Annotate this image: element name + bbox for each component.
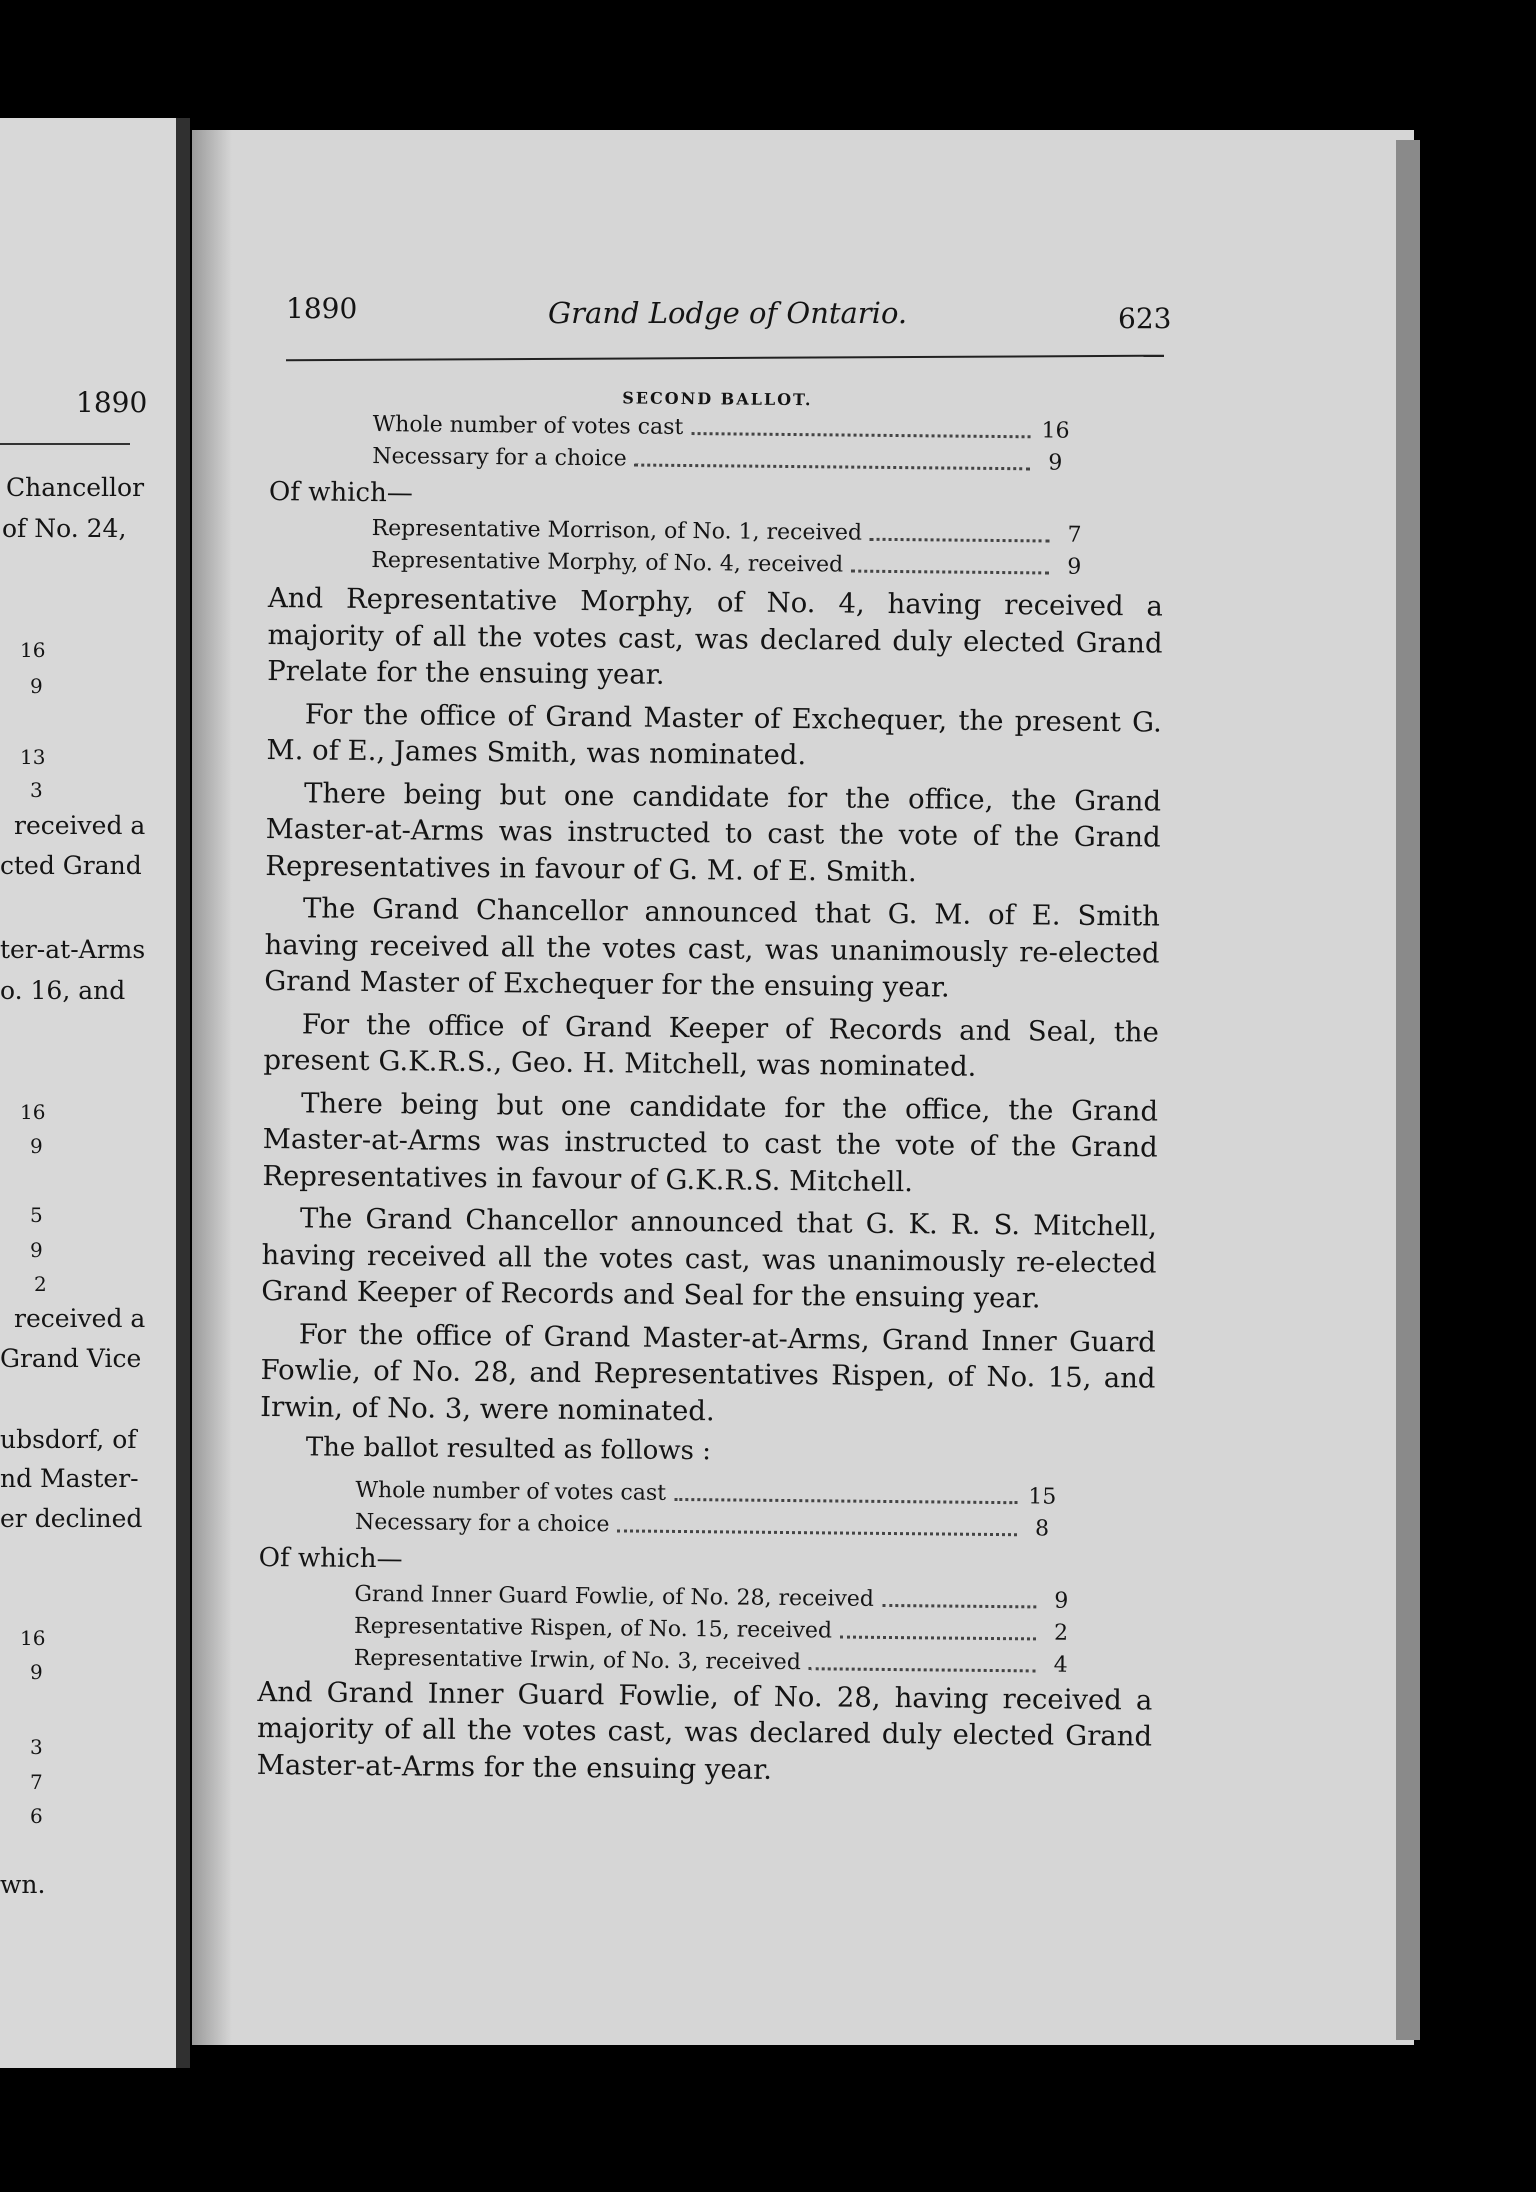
tally-label: Necessary for a choice bbox=[354, 1509, 610, 1537]
left-fragment: 16 bbox=[20, 1100, 46, 1124]
left-fragment: 2 bbox=[34, 1272, 47, 1296]
left-fragment: wn. bbox=[0, 1870, 46, 1899]
of-which-label: Of which— bbox=[258, 1542, 403, 1574]
book-gutter bbox=[176, 118, 190, 2068]
paragraph: And Representative Morphy, of No. 4, having received a majority of all the votes cast, was declared duly elected Grand Prelate for the ensuing year. bbox=[267, 581, 1164, 691]
tally-value: 16 bbox=[1041, 418, 1070, 444]
leader-dots bbox=[674, 1497, 1017, 1503]
left-fragment: received a bbox=[14, 1304, 146, 1333]
leader-dots bbox=[851, 570, 1049, 575]
paragraph: And Grand Inner Guard Fowlie, of No. 28, having received a majority of all the votes cast, was declared duly elected Grand Master-at-Arms for the ensuing year. bbox=[256, 1675, 1153, 1786]
left-fragment: ter-at-Arms bbox=[0, 935, 146, 964]
leader-dots bbox=[840, 1635, 1036, 1640]
left-fragment: 7 bbox=[30, 1770, 43, 1794]
leader-dots bbox=[870, 538, 1050, 543]
page-shadow bbox=[192, 130, 232, 2045]
left-fragment: 9 bbox=[30, 1134, 43, 1158]
tally-value: 2 bbox=[1053, 1620, 1069, 1646]
left-fragment: o. 16, and bbox=[0, 976, 126, 1005]
tally-label: Whole number of votes cast bbox=[355, 1477, 667, 1506]
left-fragment: of No. 24, bbox=[2, 514, 127, 543]
left-fragment: 16 bbox=[20, 638, 46, 662]
tally-label: Representative Morrison, of No. 1, received bbox=[371, 515, 863, 546]
header-year: 1890 bbox=[286, 292, 358, 325]
left-fragment: cted Grand bbox=[0, 851, 142, 880]
page-body bbox=[257, 385, 1165, 1792]
paragraph: The Grand Chancellor announced that G. K. R. S. Mitchell, having received all the votes cast, was unanimously re-elected Grand Keeper of Records and Seal for the ensuing year. bbox=[261, 1202, 1158, 1315]
leader-dots bbox=[635, 464, 1031, 471]
left-fragment: 3 bbox=[30, 778, 43, 802]
tally-line bbox=[372, 441, 1072, 480]
tally-value: 7 bbox=[1067, 522, 1082, 548]
left-fragment: 5 bbox=[30, 1203, 43, 1227]
left-fragment: 13 bbox=[20, 745, 46, 769]
left-fragment: 9 bbox=[30, 1238, 43, 1262]
left-fragment: ubsdorf, of bbox=[0, 1425, 137, 1454]
paragraph: For the office of Grand Keeper of Records and Seal, the present G.K.R.S., Geo. H. Mitchell, was nominated. bbox=[263, 1007, 1159, 1083]
left-fragment: Chancellor bbox=[6, 473, 145, 502]
leader-dots bbox=[617, 1529, 1017, 1536]
paragraph: For the office of Grand Master of Exchequer, the present G. M. of E., James Smith, was nominated. bbox=[266, 697, 1162, 772]
tally-label: Representative Irwin, of No. 3, received bbox=[353, 1645, 801, 1675]
tally-value: 9 bbox=[1067, 554, 1082, 580]
tally-line bbox=[371, 545, 1091, 584]
paragraph: There being but one candidate for the office, the Grand Master-at-Arms was instructed to cast the vote of the Grand Representatives in favour of G. M. of E. Smith. bbox=[265, 776, 1162, 888]
left-fragment: er declined bbox=[0, 1504, 143, 1533]
left-fragment: nd Master- bbox=[0, 1464, 139, 1493]
page-edge bbox=[1396, 140, 1420, 2040]
tally-label: Necessary for a choice bbox=[372, 443, 627, 472]
page-number: 623 bbox=[1118, 302, 1172, 335]
page-title: Grand Lodge of Ontario. bbox=[548, 296, 908, 330]
left-fragment: 16 bbox=[20, 1626, 46, 1650]
left-fragment: 9 bbox=[30, 674, 43, 698]
leader-dots bbox=[882, 1603, 1036, 1607]
tally-value: 9 bbox=[1054, 1588, 1069, 1614]
tally-label: Representative Rispen, of No. 15, received bbox=[353, 1613, 833, 1643]
left-fragment: Grand Vice bbox=[0, 1344, 142, 1373]
tally-label: Representative Morphy, of No. 4, received bbox=[371, 547, 844, 578]
of-which-label: Of which— bbox=[268, 476, 413, 509]
leader-dots bbox=[691, 432, 1030, 438]
tally-value: 9 bbox=[1048, 450, 1063, 476]
left-page bbox=[0, 118, 186, 2068]
left-fragment: 9 bbox=[30, 1660, 43, 1684]
left-page-year: 1890 bbox=[76, 386, 148, 419]
left-fragment: 6 bbox=[30, 1804, 43, 1828]
tally-value: 8 bbox=[1034, 1515, 1050, 1542]
tally-value: 4 bbox=[1053, 1652, 1068, 1678]
left-fragment: received a bbox=[14, 811, 146, 840]
paragraph: The Grand Chancellor announced that G. M. of E. Smith having received all the votes cast, was unanimously re-elected Grand Master of Exchequer for the ensuing year. bbox=[264, 892, 1161, 1004]
section-heading: SECOND BALLOT. bbox=[622, 388, 813, 410]
tally-value: 15 bbox=[1028, 1483, 1057, 1510]
tally-label: Grand Inner Guard Fowlie, of No. 28, received bbox=[354, 1581, 875, 1612]
tally-line bbox=[355, 1506, 1059, 1545]
left-fragment: 3 bbox=[30, 1735, 43, 1759]
paragraph: There being but one candidate for the office, the Grand Master-at-Arms was instructed to cast the vote of the Grand Representatives in favour of G.K.R.S. Mitchell. bbox=[262, 1086, 1159, 1198]
left-page-rule bbox=[0, 443, 130, 445]
leader-dots bbox=[809, 1667, 1036, 1672]
paragraph: For the office of Grand Master-at-Arms, Grand Inner Guard Fowlie, of No. 28, and Representatives Rispen, of No. 15, and Irwin, of No. 3, were nominated. bbox=[260, 1317, 1157, 1427]
ballot-intro: The ballot resulted as follows : bbox=[305, 1432, 712, 1467]
tally-label: Whole number of votes cast bbox=[372, 411, 684, 440]
